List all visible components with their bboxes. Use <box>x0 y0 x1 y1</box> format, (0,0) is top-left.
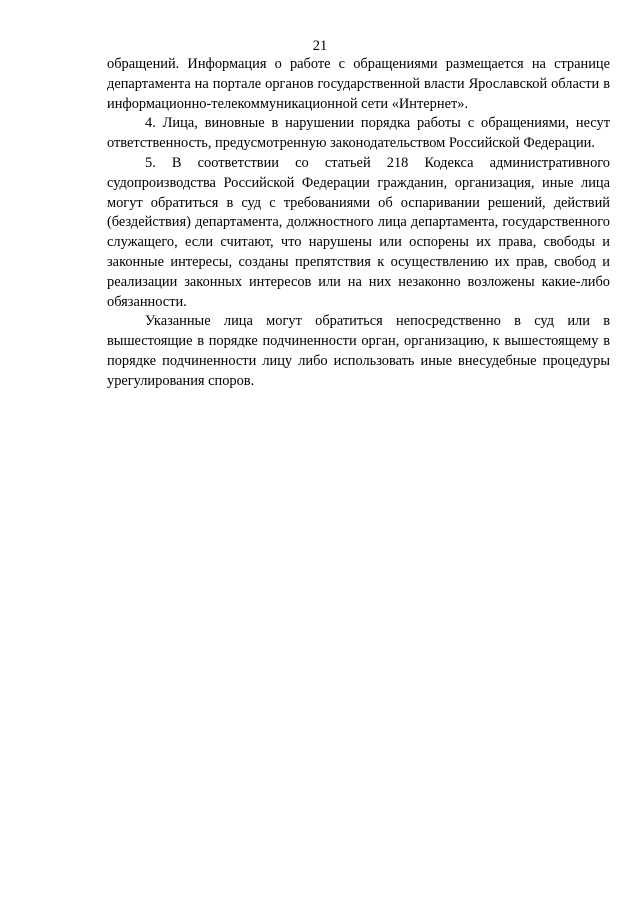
paragraph-item-5: 5. В соответствии со статьей 218 Кодекса административного судопроизводства Российской Федерации гражданин, организация, иные лица могут обратиться в суд с требованиями об оспаривании решений, действий (бездействия) департамента, должностного лица департамента, государственного служащего, если считают, что нарушены или оспорены их права, свободы и законные интересы, созданы препятствия к осуществлению их прав, свобод и реализации законных интересов или на них незаконно возложены какие-либо обязанности. <box>107 154 610 310</box>
paragraph-remedies: Указанные лица могут обратиться непосредственно в суд или в вышестоящие в порядке подчиненности орган, организацию, к вышестоящему в порядке подчиненности лицу либо использовать иные внесудебные процедуры урегулирования споров. <box>107 313 610 389</box>
paragraph-continuation: обращений. Информация о работе с обращениями размещается на странице департамента на портале органов государственной власти Ярославской области в информационно-телекоммуникационной сети «Интернет». <box>107 56 610 112</box>
paragraph-item-4: 4. Лица, виновные в нарушении порядка работы с обращениями, несут ответственность, предусмотренную законодательством Российской Федерации. <box>107 115 610 152</box>
page-number: 21 <box>312 38 328 54</box>
body-text <box>107 55 610 392</box>
